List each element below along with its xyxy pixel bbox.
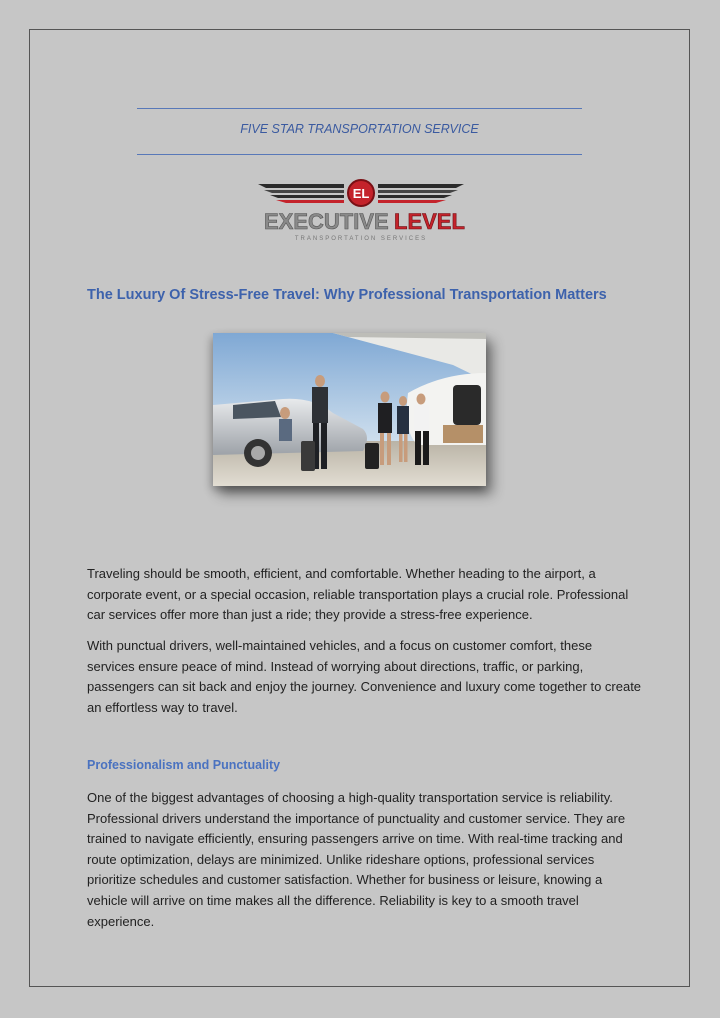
logo-left-wing-icon bbox=[258, 184, 344, 203]
article-title: The Luxury Of Stress-Free Travel: Why Professional Transportation Matters bbox=[87, 287, 607, 303]
header-rule-bottom bbox=[137, 154, 582, 155]
executive-level-logo bbox=[256, 176, 466, 244]
logo-word-executive: EXECUTIVE bbox=[264, 209, 389, 234]
logo-right-wing-icon bbox=[378, 184, 464, 203]
header-title: FIVE STAR TRANSPORTATION SERVICE bbox=[240, 122, 479, 136]
section-paragraph: One of the biggest advantages of choosing a high-quality transportation service is reliability. Professional drivers understand the importance of punctuality and customer service. They are trained to navigate efficiently, ensuring passengers arrive on time. With real-time tracking and route optimization, delays are minimized. Unlike rideshare options, professional services prioritize schedules and customer satisfaction. Whether for business or leisure, knowing a vehicle will arrive on time makes all the difference. Reliability is key to a smooth travel experience. bbox=[87, 790, 626, 929]
header-rule-top bbox=[137, 108, 582, 109]
logo-initials: EL bbox=[352, 186, 370, 201]
logo-tagline: TRANSPORTATION SERVICES bbox=[294, 236, 428, 242]
intro-paragraph-2: With punctual drivers, well-maintained vehicles, and a focus on customer comfort, these services ensure peace of mind. Instead of worrying about directions, traffic, or parking, passengers can sit back and enjoy the journey. Convenience and luxury come together to create an effortless way to travel. bbox=[87, 638, 642, 715]
chauffeur-photo bbox=[213, 333, 486, 486]
intro-paragraph-1: Traveling should be smooth, efficient, and comfortable. Whether heading to the airport, a corporate event, or a special occasion, reliable transportation plays a crucial role. Professional car services offer more than just a ride; they provide a stress-free experience. bbox=[87, 566, 629, 623]
section-heading: Professionalism and Punctuality bbox=[87, 758, 281, 772]
logo-word-level: LEVEL bbox=[394, 209, 465, 234]
